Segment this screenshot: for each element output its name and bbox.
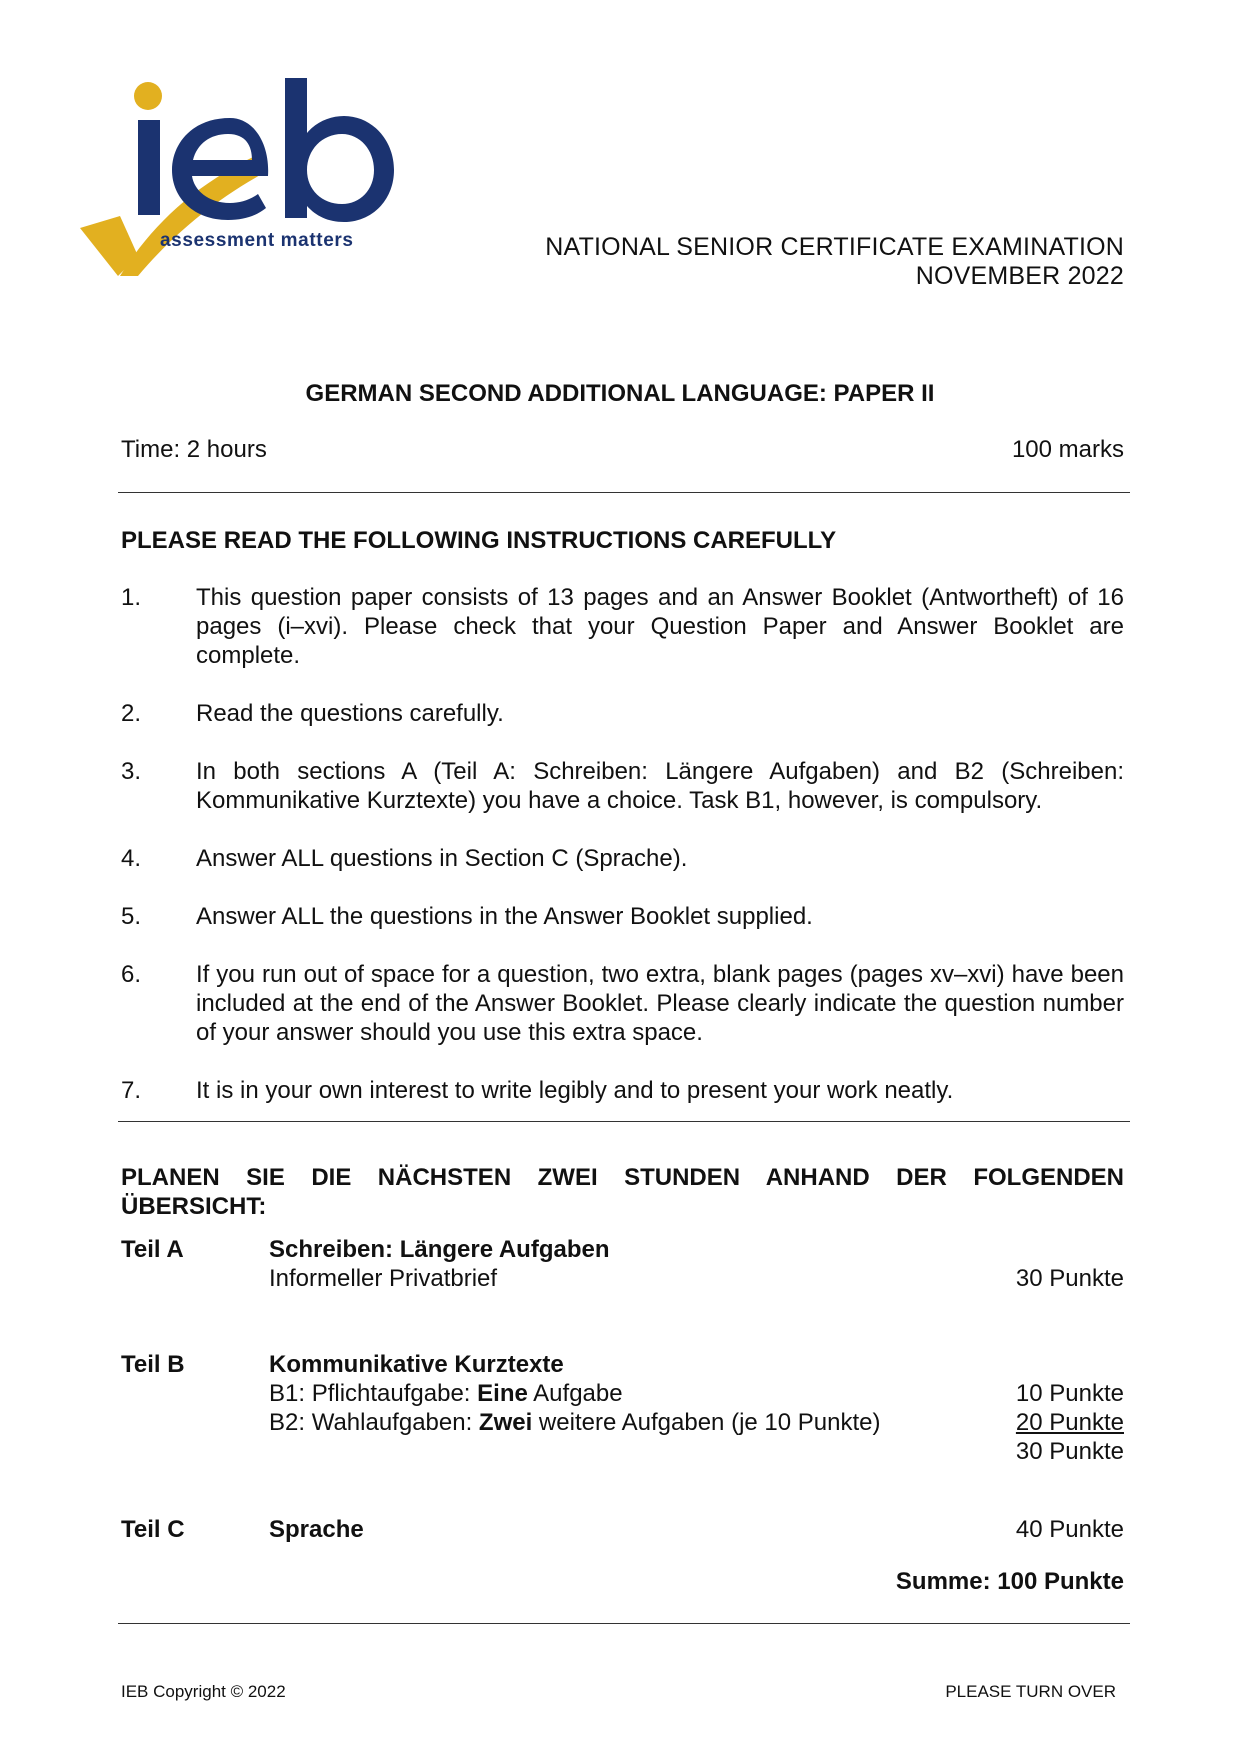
section-teil-a <box>121 1235 1124 1295</box>
task-description: Informeller Privatbrief <box>269 1265 498 1292</box>
instruction-number: 1. <box>121 584 142 611</box>
instruction-item <box>121 757 1124 815</box>
divider-bottom <box>118 1623 1130 1624</box>
points-value: 20 Punkte <box>1015 1409 1124 1436</box>
instruction-number: 2. <box>121 700 142 727</box>
exam-date: NOVEMBER 2022 <box>915 262 1124 290</box>
letter-i <box>138 120 160 215</box>
instruction-number: 4. <box>121 845 142 872</box>
instruction-text: In both sections A (Teil A: Schreiben: Längere Aufgaben) and B2 (Schreiben: Kommunikative Kurztexte) you have a choice. Task B1, however, is compulsory. <box>196 758 1124 814</box>
instruction-text: This question paper consists of 13 pages and an Answer Booklet (Antwortheft) of 16 pages (i–xvi). Please check that your Question Paper and Answer Booklet are complete. <box>196 584 1124 669</box>
instruction-text: If you run out of space for a question, two extra, blank pages (pages xv–xvi) have been included at the end of the Answer Booklet. Please clearly indicate the question number of your answer should you use this extra space. <box>196 961 1124 1046</box>
b2-suffix: weitere Aufgaben (je 10 Punkte) <box>532 1409 881 1436</box>
total-sum: Summe: 100 Punkte <box>895 1568 1124 1595</box>
section-row-total <box>269 1437 1124 1466</box>
logo-tagline: assessment matters <box>160 230 354 251</box>
instruction-number: 3. <box>121 758 142 785</box>
section-title: Kommunikative Kurztexte <box>269 1351 564 1378</box>
time-marks-line <box>121 436 1124 464</box>
section-label: Teil C <box>121 1516 185 1543</box>
points-value: 40 Punkte <box>1015 1516 1124 1543</box>
section-row-b2 <box>269 1408 1124 1437</box>
ieb-logo <box>80 78 430 318</box>
divider-middle <box>118 1121 1130 1122</box>
points-total: 30 Punkte <box>1015 1438 1124 1465</box>
task-description <box>269 1380 623 1407</box>
section-body <box>269 1235 1124 1293</box>
instruction-text: Answer ALL the questions in the Answer Booklet supplied. <box>196 903 813 930</box>
instruction-item <box>121 902 1124 931</box>
section-row <box>269 1264 1124 1293</box>
section-row <box>269 1515 1124 1544</box>
ieb-logo-graphic <box>80 78 430 318</box>
total-marks: 100 marks <box>1011 436 1124 463</box>
letter-b <box>285 78 394 222</box>
instruction-item <box>121 699 1124 728</box>
i-dot <box>134 82 162 110</box>
footer-copyright: IEB Copyright © 2022 <box>121 1682 286 1701</box>
b1-suffix: Aufgabe <box>527 1380 623 1407</box>
instruction-item <box>121 844 1124 873</box>
section-label: Teil A <box>121 1236 184 1263</box>
section-title: Schreiben: Längere Aufgaben <box>269 1236 610 1263</box>
instruction-item <box>121 583 1124 670</box>
b2-prefix: B2: Wahlaufgaben: <box>269 1409 479 1436</box>
instructions-heading: PLEASE READ THE FOLLOWING INSTRUCTIONS CAREFULLY <box>121 527 837 554</box>
instruction-text: It is in your own interest to write legibly and to present your work neatly. <box>196 1077 954 1104</box>
instruction-number: 5. <box>121 903 142 930</box>
instruction-number: 7. <box>121 1077 142 1104</box>
section-label: Teil B <box>121 1351 185 1378</box>
instructions-list <box>121 583 1124 1134</box>
overview-heading-line2: ÜBERSICHT: <box>121 1193 267 1220</box>
time-allowed: Time: 2 hours <box>121 436 267 463</box>
exam-name: NATIONAL SENIOR CERTIFICATE EXAMINATION <box>545 233 1124 261</box>
paper-title: GERMAN SECOND ADDITIONAL LANGUAGE: PAPER II <box>305 380 935 407</box>
instruction-text: Answer ALL questions in Section C (Sprache). <box>196 845 688 872</box>
section-body <box>269 1350 1124 1466</box>
b1-prefix: B1: Pflichtaufgabe: <box>269 1380 478 1407</box>
section-teil-c <box>121 1515 1124 1545</box>
letter-e <box>172 118 268 220</box>
footer-turn-over: PLEASE TURN OVER <box>945 1682 1116 1701</box>
section-body <box>269 1515 1124 1544</box>
divider-top <box>118 492 1130 493</box>
points-value: 30 Punkte <box>1015 1265 1124 1292</box>
instruction-text: Read the questions carefully. <box>196 700 504 727</box>
section-teil-b <box>121 1350 1124 1470</box>
overview-heading-line1: PLANEN SIE DIE NÄCHSTEN ZWEI STUNDEN ANHAND DER FOLGENDEN <box>121 1164 1124 1191</box>
instruction-item <box>121 960 1124 1047</box>
task-description <box>269 1409 881 1436</box>
points-value: 10 Punkte <box>1015 1380 1124 1407</box>
section-row-b1 <box>269 1379 1124 1408</box>
instruction-number: 6. <box>121 961 142 988</box>
overview-heading <box>121 1163 1124 1221</box>
b2-emphasis: Zwei <box>478 1409 533 1436</box>
b1-emphasis: Eine <box>477 1380 528 1407</box>
exam-title <box>545 233 1124 291</box>
section-title: Sprache <box>269 1516 364 1543</box>
instruction-item <box>121 1076 1124 1105</box>
